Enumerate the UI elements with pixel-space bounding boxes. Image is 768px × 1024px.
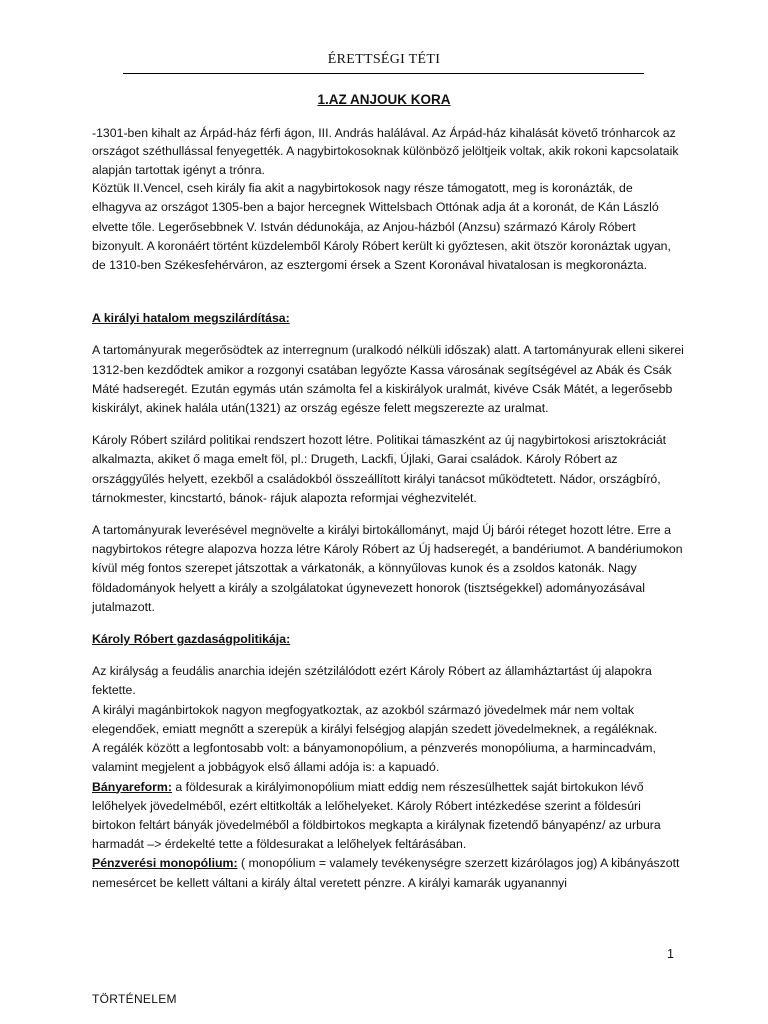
header-rule bbox=[123, 73, 644, 74]
body-paragraph: A tartományurak leverésével megnövelte a királyi birtokállományt, majd Új bárói réteget hozott létre. Erre a nagybirtokos rétegre alapozva hozza létre Károly Róbert az Új hadseregét, a bandériumot. A bandériumokon kívül még fontos szerepet játszottak a várkatonák, a könnyűlovas kunok és a zsoldos katonák. Nagy földadományok helyett a király a szolgálatokat úgynevezett honorok (tisztségekkel) adományozásával jutalmazott. bbox=[92, 523, 683, 614]
body-paragraph: A királyi magánbirtokok nagyon megfogyatkoztak, az azokból származó jövedelmek már nem voltak elegendőek, emiatt megnőtt a szerepük a királyi felségjog alapján szedett jövedelmeknek, a regáléknak. bbox=[92, 702, 658, 736]
page-number: 1 bbox=[667, 947, 674, 961]
section-heading: Károly Róbert gazdaságpolitikája: bbox=[92, 632, 291, 647]
running-footer: TÖRTÉNELEM bbox=[92, 992, 177, 1006]
body-paragraph: Az királyság a feudális anarchia idején szétzilálódott ezért Károly Róbert az államháztartást új alapokra fektette. bbox=[92, 664, 652, 698]
running-header: ÉRETTSÉGI TÉTI bbox=[327, 52, 441, 67]
term-text: a földesurak a királyimonopólium miatt eddig nem részesülhettek saját birtokukon lévő lelőhelyek jövedelméből, ezért eltitkolták a lelőhelyeket. Károly Róbert intézkedése szerint a földesúri birtokon feltárt bányák jövedelméből a földbirtokos megkapta a királynak fizetendő bányapénz/ az urbura harmadát –> érdekelté tette a földesurakat a lelőhelyek feltárásában. bbox=[92, 779, 661, 852]
body-paragraph: A tartományurak megerősödtek az interregnum (uralkodó nélküli időszak) alatt. A tartományurak elleni sikerei 1312-ben kezdődtek amikor a rozgonyi csatában legyőzte Kassa városának segítségével az Abák és Csák Máté hadseregét. Ezután egymás után számolta fel a kiskirályok uralmát, kivéve Csák Mátét, a legerősebb kiskirályt, akinek halála után(1321) az ország egésze felett megszerezte az uralmat. bbox=[92, 343, 684, 416]
term-text: ( monopólium = valamely tevékenységre szerzett kizárólagos jog) A kibányászott nemesércet be kellett váltani a király által veretett pénzre. A királyi kamarák ugyanannyi bbox=[92, 856, 680, 890]
section-heading: A királyi hatalom megszilárdítása: bbox=[92, 311, 290, 326]
body-paragraph: Károly Róbert szilárd politikai rendszert hozott létre. Politikai támaszként az új nagybirtokosi arisztokráciát alkalmazta, akiket ő maga emelt föl, pl.: Drugeth, Lackfi, Újlaki, Garai családok. Károly Róbert az országgyűlés helyett, ezekből a családokból összeállított királyi tanácsot működtetett. Nádor, országbíró, tárnokmester, kincstartó, bánok- rájuk alapozta reformjai véghezvitelét. bbox=[92, 433, 667, 505]
body-content bbox=[92, 124, 684, 893]
term-label: Pénzverési monopólium: bbox=[92, 856, 238, 871]
body-paragraph bbox=[92, 778, 684, 855]
body-paragraph: A regálék között a legfontosabb volt: a bányamonopólium, a pénzverés monopóliuma, a harmincadvám, valamint megjelent a jobbágyok első állami adója is: a kapuadó. bbox=[92, 741, 656, 775]
page-title: 1.AZ ANJOUK KORA bbox=[317, 92, 451, 107]
intro-paragraph: -1301-ben kihalt az Árpád-ház férfi ágon, III. András halálával. Az Árpád-ház kihalását követő trónharcok az országot széthullással fenyegették. A nagybirtokosoknak különböző jelöltjeik voltak, akik rokoni kapcsolataik alapján tartottak igényt a trónra. bbox=[92, 126, 679, 177]
intro-paragraph: Köztük II.Vencel, cseh király fia akit a nagybirtokosok nagy része támogatott, meg is koronázták, de elhagyva az országot 1305-ben a bajor hercegnek Wittelsbach Ottónak adja át a koronát, de Kán László elvette tőle. Legerősebbnek V. István dédunokája, az Anjou-házból (Anzsu) származó Károly Róbert bizonyult. A koronáért történt küzdelemből Károly Róbert került ki győztesen, akit ötször koronáztak ugyan, de 1310-ben Székesfehérváron, az esztergomi érsek a Szent Koronával hivatalosan is megkoronázta. bbox=[92, 181, 671, 273]
term-label: Bányareform: bbox=[92, 779, 172, 794]
body-paragraph bbox=[92, 854, 684, 892]
